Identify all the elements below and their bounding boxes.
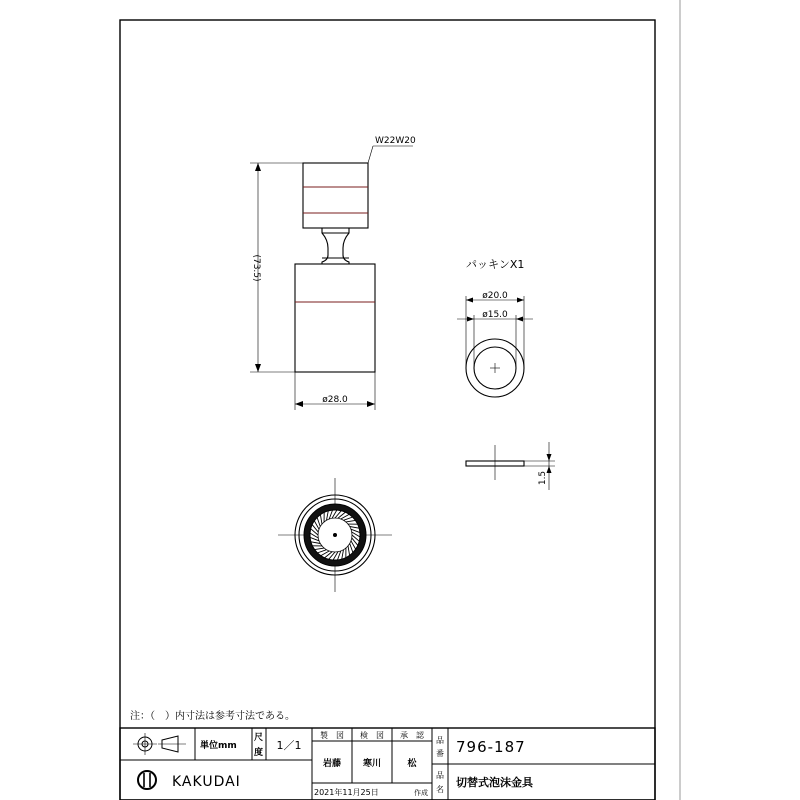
part-number: 796-187 xyxy=(456,738,526,756)
header-checker: 検 図 xyxy=(360,731,384,740)
header-drafter: 製 図 xyxy=(320,731,344,740)
brand-name: KAKUDAI xyxy=(172,774,241,790)
scale-label-top: 尺 xyxy=(254,733,264,743)
body-diameter-label: ø28.0 xyxy=(322,395,348,405)
packing-view xyxy=(457,258,555,490)
header-approver: 承 認 xyxy=(400,731,424,740)
kakudai-logo-icon xyxy=(138,771,156,789)
bottom-view xyxy=(278,478,392,592)
name-approver: 松 xyxy=(407,759,417,769)
name-checker: 寒川 xyxy=(362,759,382,769)
title-block xyxy=(120,728,655,800)
part-no-label-top: 品 xyxy=(436,736,444,745)
packing-thickness-label: 1.5 xyxy=(538,470,548,486)
part-no-label-bottom: 番 xyxy=(436,749,444,758)
packing-inner-diameter-label: ø15.0 xyxy=(482,310,508,320)
name-label-bottom: 名 xyxy=(436,785,444,794)
name-label-top: 品 xyxy=(436,771,444,780)
side-view xyxy=(250,136,416,410)
packing-outer-diameter-label: ø20.0 xyxy=(482,291,508,301)
lower-body xyxy=(295,264,375,372)
packing-label: パッキンX1 xyxy=(466,258,525,271)
scale-label-bottom: 度 xyxy=(254,748,264,758)
projection-symbol-icon xyxy=(133,733,186,755)
unit-label: 単位mm xyxy=(200,741,237,751)
name-drafter: 岩藤 xyxy=(322,759,342,769)
creation-date-suffix: 作成 xyxy=(414,789,428,797)
thread-spec-label: W22W20 xyxy=(375,136,416,146)
scale-value: 1／1 xyxy=(276,739,302,752)
height-dimension-label: (73.5) xyxy=(251,254,261,282)
note-text: 注：（ ）内寸法は参考寸法である。 xyxy=(130,711,295,722)
creation-date: 2021年11月25日 xyxy=(314,788,379,797)
product-name: 切替式泡沫金具 xyxy=(456,776,533,789)
upper-body xyxy=(303,163,368,228)
